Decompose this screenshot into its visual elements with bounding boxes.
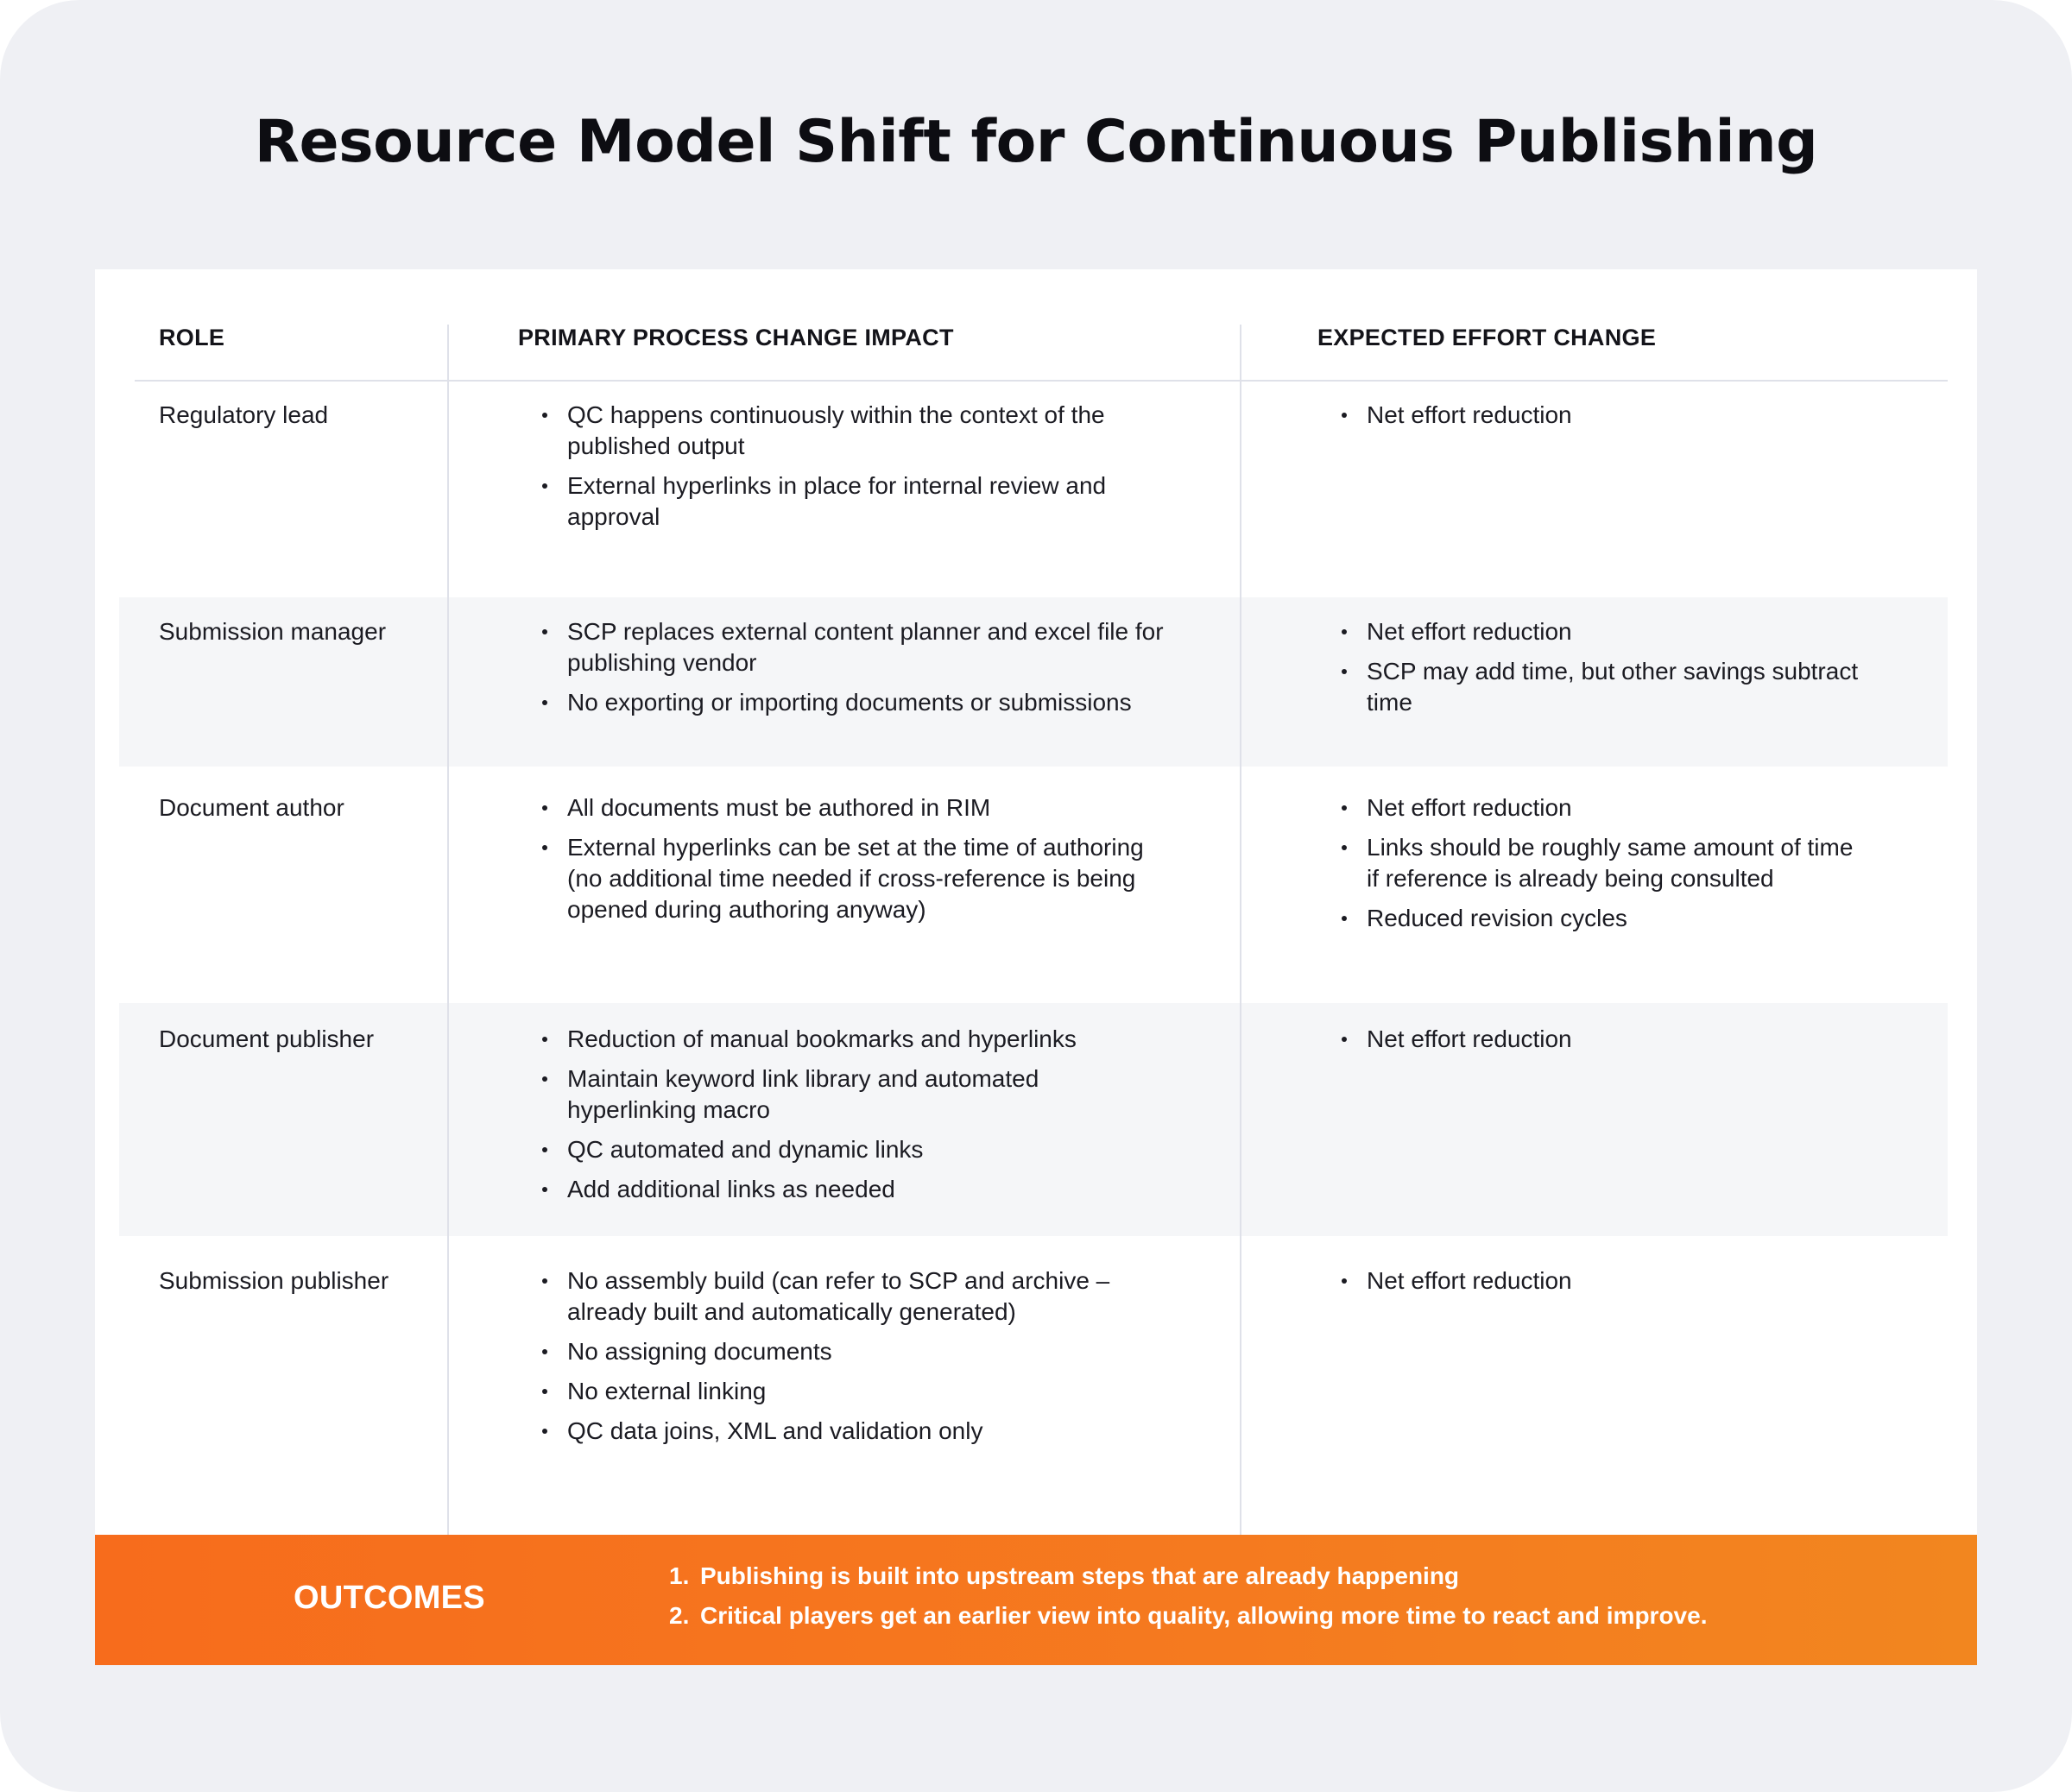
table-row bbox=[119, 767, 1948, 1001]
effort-list bbox=[1342, 1265, 1860, 1305]
column-divider bbox=[1240, 325, 1241, 1547]
effort-item: Net effort reduction bbox=[1342, 1265, 1860, 1297]
table-row bbox=[119, 597, 1948, 767]
role-cell: Regulatory lead bbox=[159, 401, 329, 428]
effort-item: Reduced revision cycles bbox=[1342, 903, 1860, 934]
outcome-item bbox=[669, 1600, 1707, 1631]
impact-item: SCP replaces external content planner and excel file for publishing vendor bbox=[542, 616, 1172, 678]
header-impact: PRIMARY PROCESS CHANGE IMPACT bbox=[518, 325, 954, 350]
header-effort: EXPECTED EFFORT CHANGE bbox=[1317, 325, 1657, 350]
outcome-text: Critical players get an earlier view into quality, allowing more time to react and improve. bbox=[700, 1602, 1708, 1629]
impact-item: No exporting or importing documents or submissions bbox=[542, 687, 1172, 718]
table-row bbox=[119, 1003, 1948, 1236]
impact-item: QC happens continuously within the context of the published output bbox=[542, 400, 1172, 462]
role-cell: Document author bbox=[159, 794, 344, 821]
effort-item: Net effort reduction bbox=[1342, 792, 1860, 823]
effort-list bbox=[1342, 1024, 1860, 1063]
impact-item: No assembly build (can refer to SCP and archive – already built and automatically generated) bbox=[542, 1265, 1172, 1328]
header-role: ROLE bbox=[159, 325, 225, 350]
impact-list bbox=[542, 1024, 1172, 1214]
impact-list bbox=[542, 792, 1172, 934]
impact-item: Add additional links as needed bbox=[542, 1174, 1172, 1205]
impact-item: QC automated and dynamic links bbox=[542, 1134, 1172, 1165]
effort-list bbox=[1342, 400, 1877, 439]
effort-item: Net effort reduction bbox=[1342, 1024, 1860, 1055]
outcome-number: 1. bbox=[669, 1562, 690, 1589]
impact-list bbox=[542, 1265, 1172, 1455]
role-cell: Submission publisher bbox=[159, 1267, 389, 1294]
effort-item: SCP may add time, but other savings subtract time bbox=[1342, 656, 1860, 718]
column-divider bbox=[447, 325, 449, 1547]
role-table bbox=[95, 269, 1977, 1665]
effort-item: Links should be roughly same amount of time if reference is already being consulted bbox=[1342, 832, 1860, 894]
effort-list bbox=[1342, 792, 1860, 943]
role-cell: Document publisher bbox=[159, 1025, 375, 1052]
outcome-text: Publishing is built into upstream steps that are already happening bbox=[700, 1562, 1460, 1589]
impact-item: No assigning documents bbox=[542, 1336, 1172, 1367]
impact-item: External hyperlinks in place for internal review and approval bbox=[542, 470, 1172, 533]
role-cell: Submission manager bbox=[159, 618, 387, 645]
effort-item: Net effort reduction bbox=[1342, 616, 1860, 647]
outcomes-banner bbox=[95, 1535, 1977, 1665]
effort-list bbox=[1342, 616, 1860, 727]
impact-item: QC data joins, XML and validation only bbox=[542, 1416, 1172, 1447]
outcome-item bbox=[669, 1561, 1707, 1592]
impact-list bbox=[542, 616, 1172, 727]
impact-item: Maintain keyword link library and automated hyperlinking macro bbox=[542, 1063, 1172, 1126]
impact-item: All documents must be authored in RIM bbox=[542, 792, 1172, 823]
impact-list bbox=[542, 400, 1172, 541]
table-row bbox=[119, 382, 1948, 530]
outcomes-list bbox=[669, 1561, 1707, 1640]
outcomes-label: OUTCOMES bbox=[294, 1580, 485, 1616]
page-title: Resource Model Shift for Continuous Publishing bbox=[254, 108, 1818, 176]
impact-item: Reduction of manual bookmarks and hyperlinks bbox=[542, 1024, 1172, 1055]
outcome-number: 2. bbox=[669, 1602, 690, 1629]
impact-item: External hyperlinks can be set at the time of authoring (no additional time needed if cross-reference is being opened during authoring anyway) bbox=[542, 832, 1172, 925]
table-row bbox=[119, 1236, 1948, 1495]
effort-item: Net effort reduction bbox=[1342, 400, 1877, 431]
impact-item: No external linking bbox=[542, 1376, 1172, 1407]
